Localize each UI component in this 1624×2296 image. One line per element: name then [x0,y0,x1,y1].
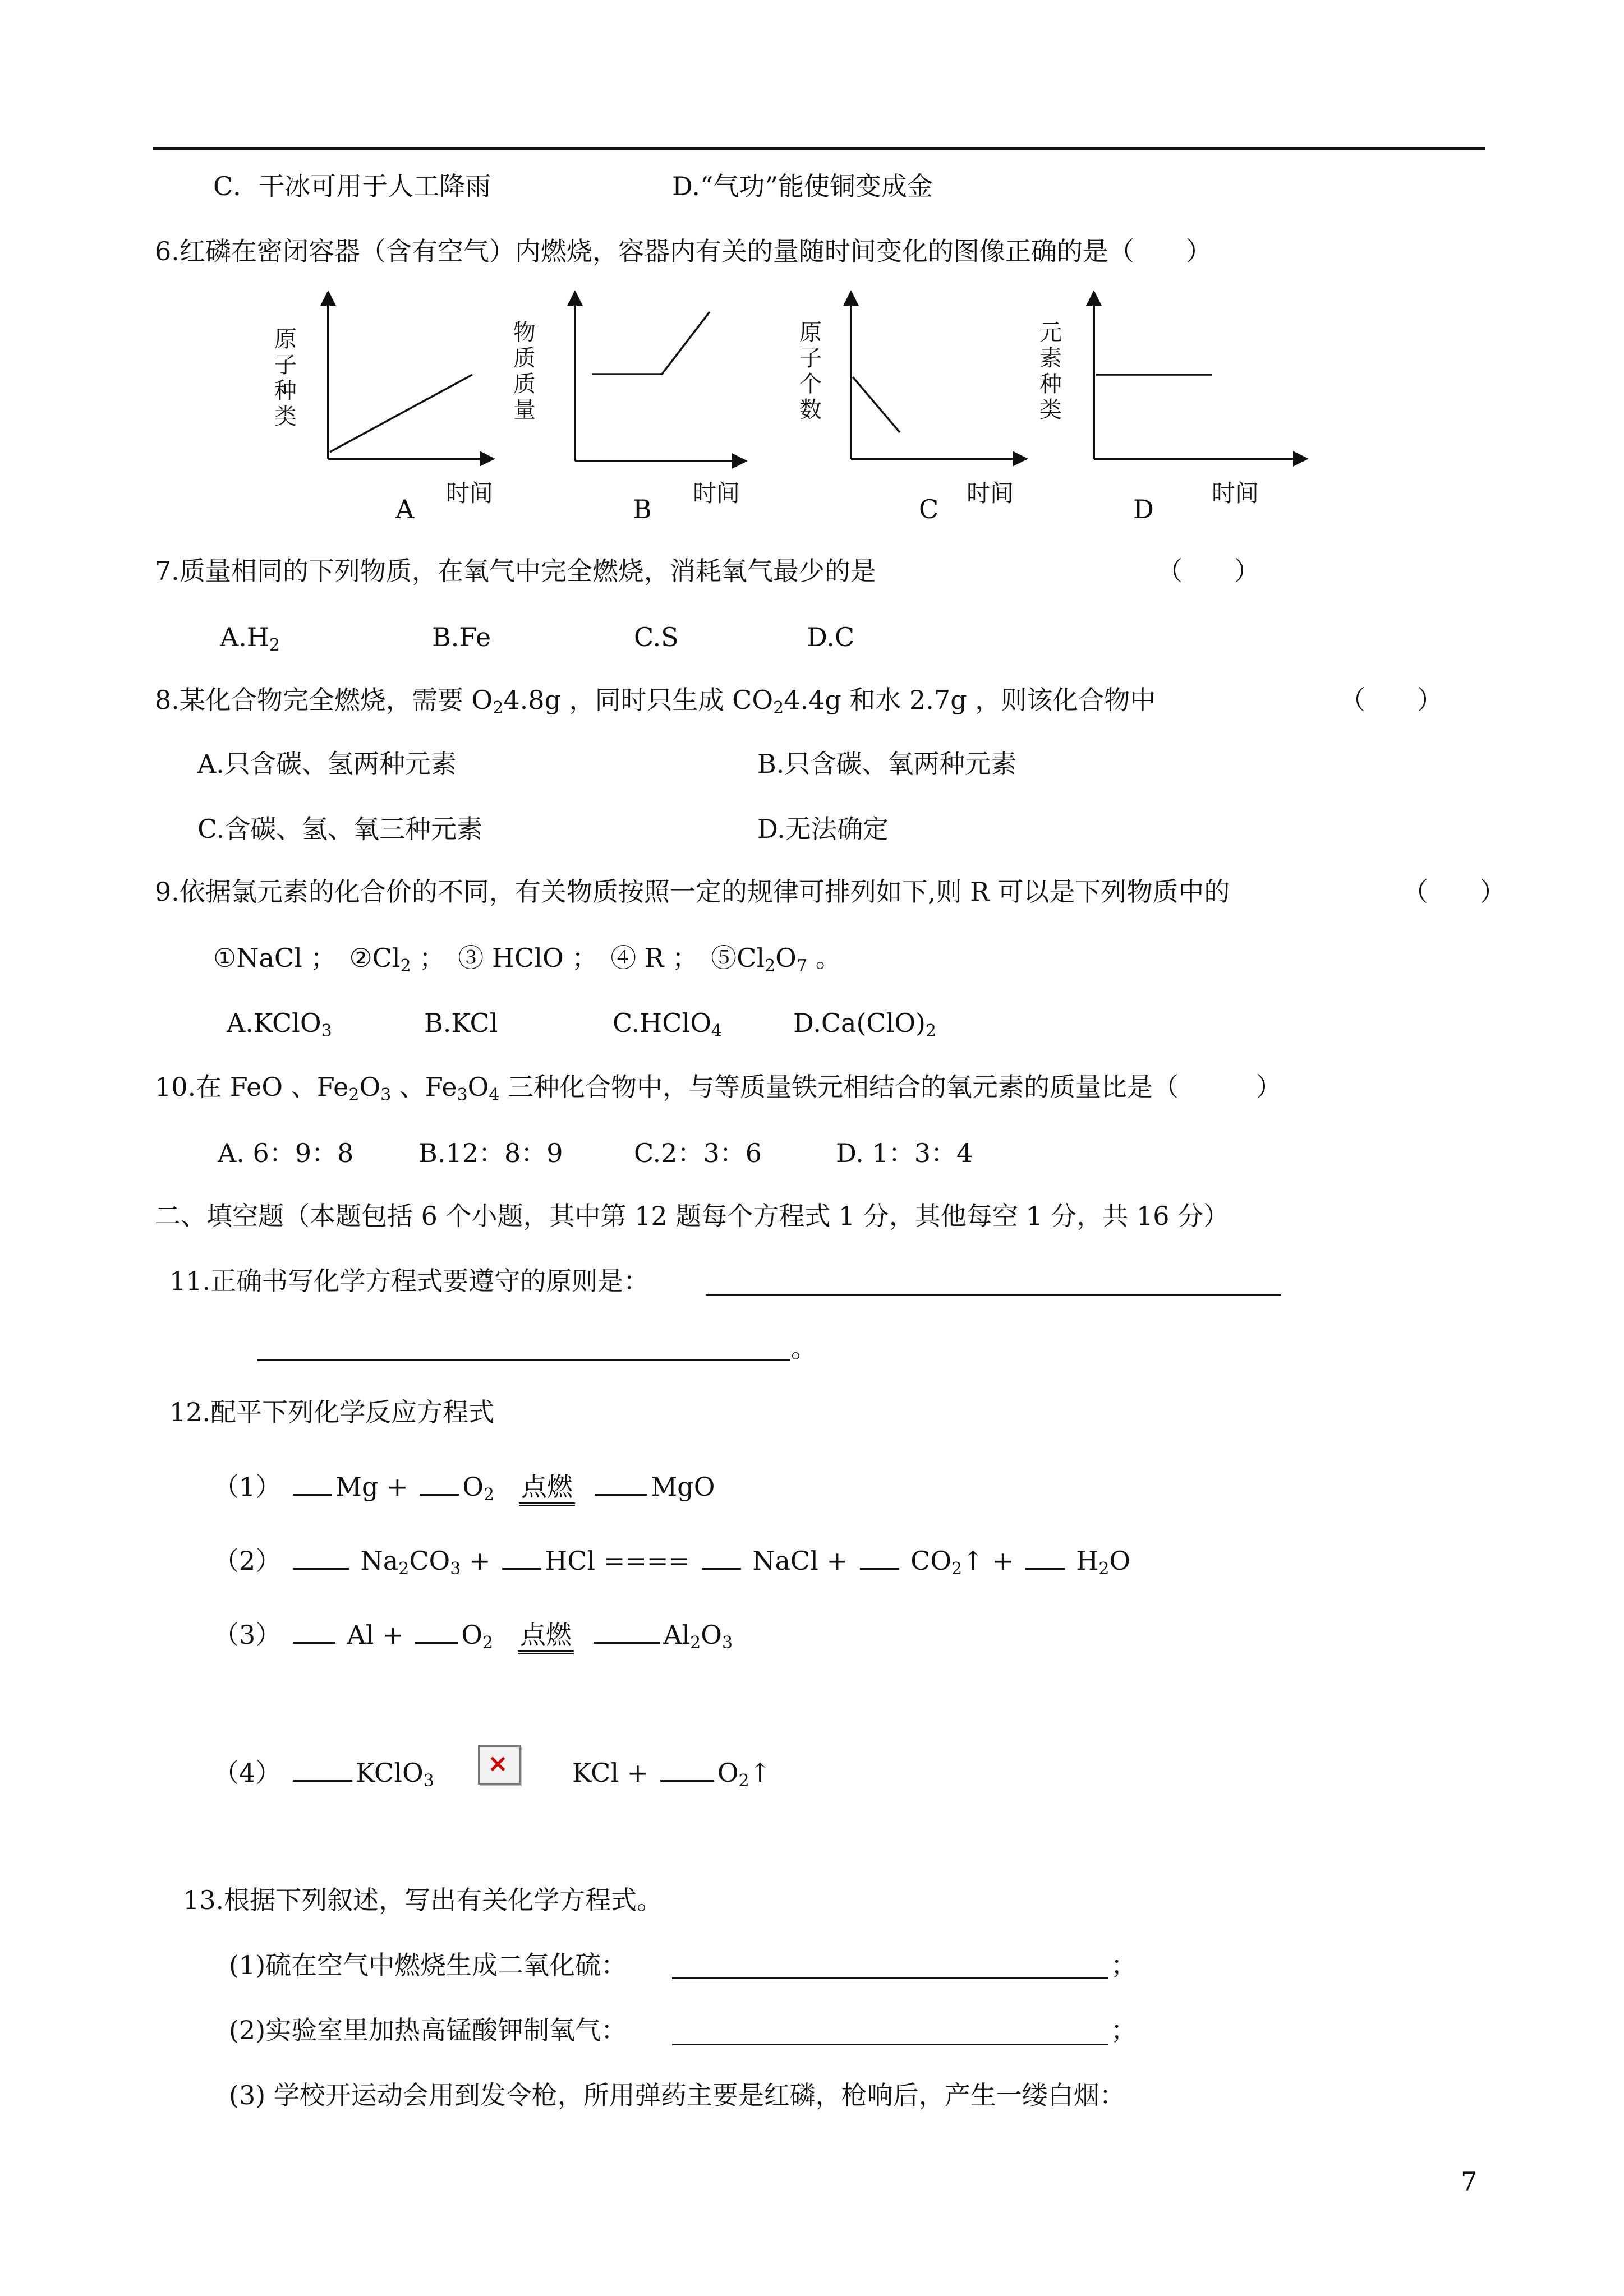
blank[interactable] [415,1617,458,1644]
q10-option-a: A. 6：9：8 [218,1138,354,1168]
blank[interactable] [702,1543,741,1570]
q6-stem: 6.红磷在密闭容器（含有空气）内燃烧，容器内有关的量随时间变化的图像正确的是（ ） [155,236,1212,266]
condition-ignite: 点燃 [519,1471,575,1506]
q7-paren: （ ） [1157,556,1260,586]
q12-stem: 12.配平下列化学反应方程式 [169,1397,495,1427]
q9-option-c: C.HClO$_4$ [613,1008,723,1041]
q13-item-2: (2)实验室里加热高锰酸钾制氧气： [229,2015,627,2045]
graph-d-letter: D [1133,494,1154,524]
graph-b-letter: B [633,494,652,524]
graph-b-axes [575,292,746,461]
graph-c-xlabel: 时间 [967,480,1014,507]
blank[interactable] [293,1543,349,1570]
q13-answer-line-2[interactable] [672,2044,1108,2045]
q7-stem: 7.质量相同的下列物质，在氧气中完全燃烧，消耗氧气最少的是 [155,556,876,586]
q7-option-a: $A.H_2$ [220,622,280,655]
q11-answer-line-1[interactable] [706,1294,1281,1296]
blank[interactable] [420,1469,459,1496]
q9-option-b: B.KCl [424,1008,498,1038]
graph-a-xlabel: 时间 [446,480,494,507]
q7-option-b: B.Fe [432,622,491,652]
q5-option-c: C．干冰可用于人工降雨 [213,171,491,201]
q8-option-a: A.只含碳、氢两种元素 [197,749,457,779]
q5-option-d: D.“气功”能使铜变成金 [672,171,933,201]
q13-item-2-end: ； [1111,2015,1137,2045]
q8-option-c: C.含碳、氢、氧三种元素 [197,814,483,844]
blank[interactable] [293,1755,352,1782]
graph-a-letter: A [395,494,415,524]
graph-c-curve [853,377,900,432]
graph-a-axes [328,292,494,459]
blank[interactable] [860,1543,899,1570]
q9-sequence: ①NaCl ； $②Cl_2$ ； ③ HClO ； ④ R ； $⑤Cl_2O_7$ 。 [213,943,841,976]
blank[interactable] [595,1469,647,1496]
graph-d-xlabel: 时间 [1212,480,1259,507]
section-2-heading: 二、填空题（本题包括 6 个小题，其中第 12 题每个方程式 1 分，其他每空 1 分，共 16 分） [155,1201,1230,1231]
q13-item-3: (3) 学校开运动会用到发令枪，所用弹药主要是红磷，枪响后，产生一缕白烟： [229,2080,1125,2110]
q9-stem: 9.依据氯元素的化合价的不同，有关物质按照一定的规律可排列如下,则 R 可以是下列物质中的 [155,877,1230,907]
q13-stem: 13.根据下列叙述，写出有关化学方程式。 [183,1885,663,1915]
q9-option-a: A.KClO$_3$ [227,1008,332,1041]
blank[interactable] [293,1469,332,1496]
q10-option-c: C.2：3：6 [634,1138,762,1168]
blank[interactable] [1025,1543,1065,1570]
q8-paren: （ ） [1340,685,1443,715]
q12-eq1: （1） $Mg + O_2$ 点燃 MgO [213,1469,715,1506]
broken-image-icon: × [478,1745,521,1785]
q13-item-1-end: ； [1111,1950,1137,1980]
q8-option-d: D.无法确定 [757,814,889,844]
q8-stem: 8.某化合物完全燃烧，需要 $O_24.8g$ ，同时只生成 $CO_24.4g$ 和水 2.7g ，则该化合物中 [155,685,1156,718]
blank[interactable] [293,1617,335,1644]
q12-eq4-right: KCl + $O_2↑$ [572,1755,771,1788]
q7-option-d: D.C [807,622,855,652]
q10-option-d: D. 1：3：4 [836,1138,973,1168]
q12-eq4-left: （4） KClO$_3$ [213,1755,434,1788]
q9-option-d: $D.Ca(ClO)_2$ [793,1008,937,1041]
q12-eq2: （2） $Na_2CO_3$ + HCl ==== NaCl + $CO_2↑ + H_2O$ [213,1543,1130,1576]
condition-ignite: 点燃 [518,1619,574,1654]
blank[interactable] [660,1755,714,1782]
q13-answer-line-1[interactable] [672,1977,1108,1979]
graph-b-ylabel: 物质质量 [513,320,536,423]
graph-d-ylabel: 元素种类 [1039,320,1062,423]
graph-a-ylabel: 原子种类 [274,326,297,430]
q12-eq3: （3） $Al + O_2$ 点燃 $Al_2O_3$ [213,1617,733,1654]
page-number: 7 [1461,2166,1478,2197]
q10-option-b: B.12：8：9 [418,1138,563,1168]
q8-option-b: B.只含碳、氧两种元素 [757,749,1017,779]
q13-item-1: (1)硫在空气中燃烧生成二氧化硫： [229,1950,627,1980]
q9-paren: （ ） [1402,877,1506,907]
graph-c-axes [851,292,1027,459]
q11-stem: 11.正确书写化学方程式要遵守的原则是： [169,1266,650,1296]
q7-option-c: C.S [634,622,679,652]
graph-b-xlabel: 时间 [693,480,740,507]
blank[interactable] [594,1617,660,1644]
q11-end: 。 [791,1333,817,1363]
graph-b-curve [592,312,710,374]
q6-graphs [0,0,1624,561]
q11-answer-line-2[interactable] [257,1359,790,1361]
blank[interactable] [502,1543,541,1570]
q10-stem: 10.在 FeO 、$Fe_2O_3$ 、$Fe_3O_4$ 三种化合物中，与等质量铁元相结合的氧元素的质量比是（ ） [155,1072,1282,1105]
graph-a-curve [330,375,472,452]
graph-c-ylabel: 原子个数 [799,320,822,423]
graph-c-letter: C [919,494,939,524]
